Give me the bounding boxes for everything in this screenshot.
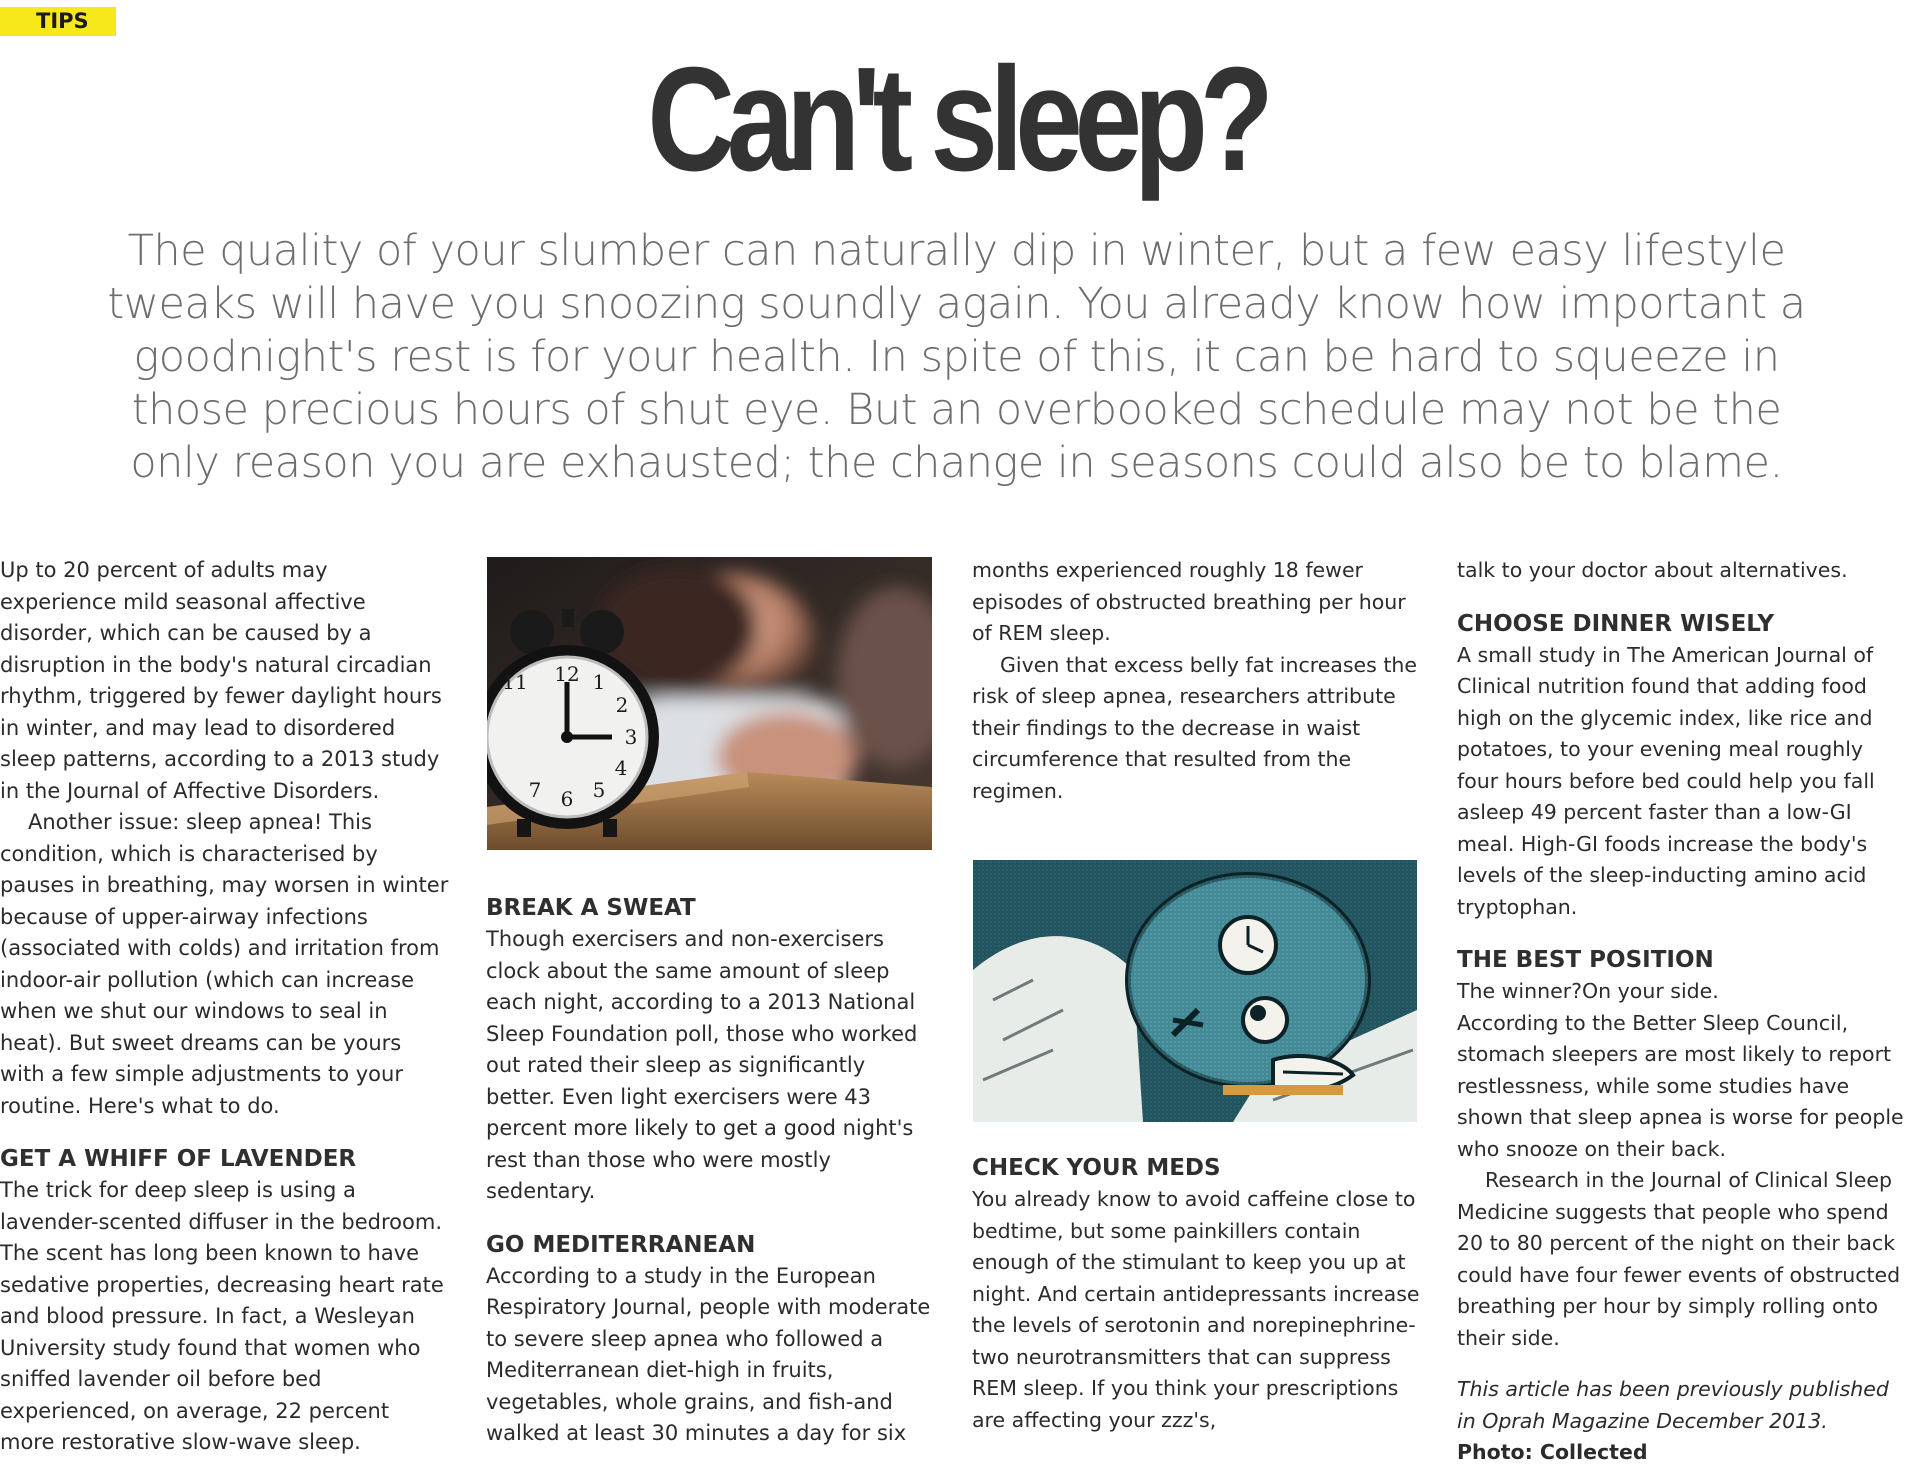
- lavender-paragraph: The trick for deep sleep is using a lavender-scented diffuser in the bedroom. The scent has long been known to have sedative properties, decreasing heart rate and blood pressure. In fact, a Wesleyan University study found that women who sniffed lavender oil before bed experienced, on average, 22 percent more restorative slow-wave sleep.: [0, 1178, 444, 1454]
- dinner-paragraph: A small study in The American Journal of Clinical nutrition found that adding food high on the glycemic index, like rice and potatoes, to your evening meal roughly four hours before bed could help you fall asleep 49 percent faster than a low-GI meal. High-GI foods increase the body's levels of the sleep-inducting amino acid tryptophan.: [1457, 642, 1875, 919]
- column-4: [1457, 555, 1907, 1469]
- clock-digit-1: 1: [592, 670, 606, 694]
- clock-digit-7: 7: [528, 778, 542, 802]
- meds-paragraph: You already know to avoid caffeine close to bedtime, but some painkillers contain enough of the stimulant to keep you up at night. And certain antidepressants increase the levels of serotonin and norepinephrine-two neurotransmitters that can suppress REM sleep. If you think your prescriptions are affecting your zzz's,: [972, 1187, 1420, 1432]
- column-3-bottom: [972, 1153, 1422, 1436]
- sleepless-man-illustration: [973, 860, 1417, 1122]
- col1-paragraph-1: Up to 20 percent of adults may experience mild seasonal affective disorder, which can be caused by a disruption in the body's natural circadian rhythm, triggered by fewer daylight hours in winter, and may lead to disordered sleep patterns, according to a 2013 study in the Journal of Affective Disorders.: [0, 558, 442, 803]
- col3-paragraph-2: Given that excess belly fat increases the risk of sleep apnea, researchers attribute their findings to the decrease in waist circumference that resulted from the regimen.: [972, 652, 1418, 803]
- col3-paragraph-1: months experienced roughly 18 fewer episodes of obstructed breathing per hour of REM sleep.: [972, 558, 1406, 645]
- alarm-clock-image: [487, 557, 932, 850]
- clock-digit-2: 2: [615, 693, 629, 717]
- col4-paragraph-1: talk to your doctor about alternatives.: [1457, 558, 1848, 582]
- dinner-heading: CHOOSE DINNER WISELY: [1457, 610, 1775, 637]
- section-tag: TIPS: [0, 7, 116, 36]
- mediterranean-heading: GO MEDITERRANEAN: [486, 1231, 756, 1258]
- meds-heading: CHECK YOUR MEDS: [972, 1155, 1221, 1181]
- intro-paragraph: The quality of your slumber can naturally dip in winter, but a few easy lifestyle tweaks will have you snoozing soundly again. You already know how important a goodnight's rest is for your health. In spite of this, it can be hard to squeeze in those precious hours of shut eye. But an overbooked schedule may not be the only reason you are exhausted; the change in seasons could also be to blame.: [107, 226, 1806, 488]
- clock-digit-5: 5: [592, 778, 606, 802]
- publication-note: This article has been previously published in Oprah Magazine December 2013.: [1457, 1377, 1889, 1433]
- position-heading: THE BEST POSITION: [1457, 947, 1714, 973]
- headline: Can't sleep?: [647, 37, 1266, 202]
- alarm-clock-photo: [487, 557, 932, 850]
- clock-digit-11: 11: [502, 670, 528, 694]
- photo-credit: Photo: Collected: [1457, 1440, 1648, 1464]
- column-1: [0, 555, 450, 1459]
- sleepless-man-image: [973, 860, 1417, 1122]
- clock-digit-3: 3: [624, 725, 638, 749]
- col1-paragraph-2: Another issue: sleep apnea! This condition, which is characterised by pauses in breathing, may worsen in winter because of upper-airway infections (associated with colds) and irritation from indoor-air pollution (which can increase when we shut our windows to seal in heat). But sweet dreams can be yours with a few simple adjustments to your routine. Here's what to do.: [0, 810, 449, 1118]
- column-3-top: [972, 555, 1422, 807]
- position-paragraph-3: Research in the Journal of Clinical Sleep Medicine suggests that people who spend 20 to 80 percent of the night on their back could have four fewer events of obstructed breathing per hour by simply rolling onto their side.: [1457, 1168, 1901, 1350]
- clock-digit-12: 12: [554, 662, 580, 686]
- sweat-heading: BREAK A SWEAT: [486, 895, 696, 921]
- sweat-paragraph: Though exercisers and non-exercisers clock about the same amount of sleep each night, according to a 2013 National Sleep Foundation poll, those who worked out rated their sleep as significantly better. Even light exercisers were 43 percent more likely to get a good night's rest than those who were mostly sedentary.: [486, 927, 918, 1203]
- clock-digit-4: 4: [614, 756, 628, 780]
- position-paragraph-1: The winner?On your side.: [1457, 979, 1719, 1003]
- lavender-heading: GET A WHIFF OF LAVENDER: [0, 1146, 357, 1172]
- mediterranean-paragraph: According to a study in the European Respiratory Journal, people with moderate to severe sleep apnea who followed a Mediterranean diet-high in fruits, vegetables, whole grains, and fish-and walked at least 30 minutes a day for six: [486, 1263, 931, 1445]
- column-2: [486, 893, 936, 1450]
- clock-digit-6: 6: [560, 787, 574, 811]
- position-paragraph-2: According to the Better Sleep Council, stomach sleepers are most likely to report restlessness, while some studies have shown that sleep apnea is worse for people who snooze on their back.: [1457, 1010, 1904, 1161]
